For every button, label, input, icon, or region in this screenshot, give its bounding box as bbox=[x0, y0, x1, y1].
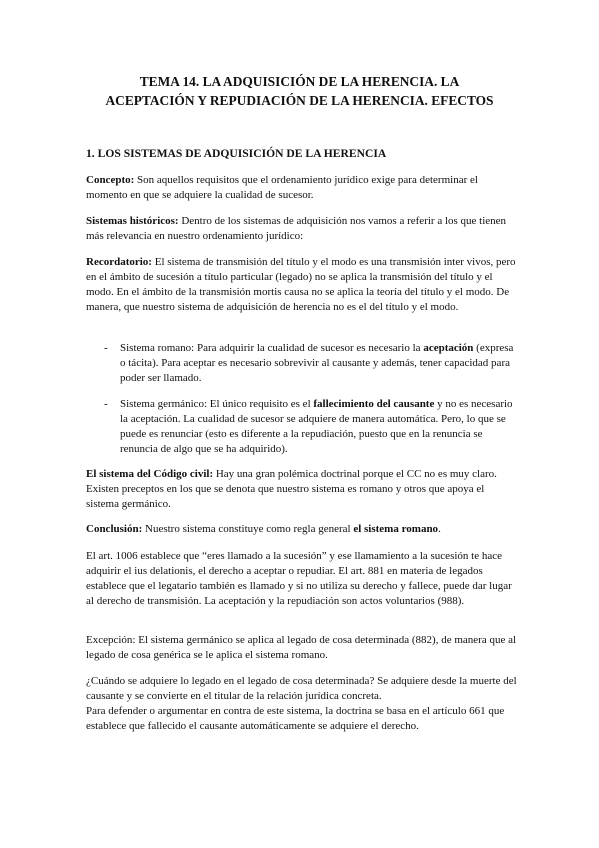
sistemas-historicos-label: Sistemas históricos: bbox=[86, 215, 179, 227]
sistemas-historicos-paragraph bbox=[86, 214, 518, 244]
recordatorio-paragraph bbox=[86, 255, 518, 315]
conclusion-paragraph: Conclusión: Nuestro sistema constituye como regla general el sistema romano. bbox=[86, 523, 441, 535]
art1006-paragraph: El art. 1006 establece que “eres llamado a la sucesión” y ese llamamiento a la sucesión te hace adquirir el ius delationis, el derecho a aceptar o repudiar. El art. 881 en materia de legados establece que el legatario también es llamado y si no utiliza su derecho y fallece, puede dar lugar al derecho de transmisión. La aceptación y la repudiación son actos voluntarios (988). bbox=[86, 550, 512, 607]
title-line-2: ACEPTACIÓN Y REPUDIACIÓN DE LA HERENCIA. EFECTOS bbox=[105, 93, 494, 108]
codigo-civil-text: Hay una gran polémica doctrinal porque el CC no es muy claro. Existen preceptos en los que se denota que nuestro sistema es romano y otros que apoya el sistema germánico. bbox=[86, 468, 497, 510]
conclusion-label: Conclusión: bbox=[86, 523, 143, 535]
list-item bbox=[104, 397, 518, 457]
bullet-dash: - bbox=[104, 342, 108, 354]
defender-text: Para defender o argumentar en contra de este sistema, la doctrina se basa en el artículo 661 que establece que fallecido el causante automáticamente se adquiere el derecho. bbox=[86, 705, 505, 732]
section-heading: 1. LOS SISTEMAS DE ADQUISICIÓN DE LA HERENCIA bbox=[86, 147, 387, 160]
codigo-civil-paragraph bbox=[86, 467, 518, 512]
title-line-1: TEMA 14. LA ADQUISICIÓN DE LA HERENCIA. LA bbox=[139, 74, 460, 89]
codigo-civil-label: El sistema del Código civil: bbox=[86, 468, 214, 480]
recordatorio-text: El sistema de transmisión del título y el modo es una transmisión inter vivos, pero en el ámbito de sucesión a título particular (legado) no se aplica la transmisión del título y el modo. En el ámbito de la transmisión mortis causa no se aplica la teoría del título y el modo. De manera, que nuestro sistema de adquisición de herencia no es el del título y el modo. bbox=[86, 256, 516, 313]
recordatorio-label: Recordatorio: bbox=[86, 256, 152, 268]
bullet-bold: fallecimiento del causante bbox=[313, 398, 435, 410]
excepcion-paragraph: Excepción: El sistema germánico se aplica al legado de cosa determinada (882), de manera que al legado de cosa genérica se le aplica el sistema romano. bbox=[86, 634, 517, 661]
pregunta-paragraph: ¿Cuándo se adquiere lo legado en el legado de cosa determinada? Se adquiere desde la muerte del causante y se convierte en el titular de la relación jurídica concreta. Para defender o argumentar en contra de este sistema, la doctrina se basa en el artículo 661 que establece que fallecido el causante automáticamente se adquiere el derecho. bbox=[86, 675, 517, 732]
document-title bbox=[60, 72, 539, 110]
bullet-text: Sistema romano: Para adquirir la cualidad de sucesor es necesario la aceptación (expresa o tácita). Para aceptar es necesario sobrevivir al causante y además, tener capacidad para poder ser llamado. bbox=[120, 342, 514, 384]
conclusion-bold: el sistema romano bbox=[353, 523, 439, 535]
bullet-dash: - bbox=[104, 398, 108, 410]
list-item bbox=[104, 341, 518, 386]
bullet-bold: aceptación bbox=[423, 342, 474, 354]
concepto-text: Son aquellos requisitos que el ordenamiento jurídico exige para determinar el momento en que se adquiere la cualidad de sucesor. bbox=[86, 174, 478, 201]
sistemas-historicos-text: Dentro de los sistemas de adquisición nos vamos a referir a los que tienen más relevancia en nuestro ordenamiento jurídico: bbox=[86, 215, 507, 242]
concepto-paragraph bbox=[86, 173, 518, 203]
concepto-label: Concepto: bbox=[86, 174, 135, 186]
bullet-text: Sistema germánico: El único requisito es el fallecimiento del causante y no es necesario la aceptación. La cualidad de sucesor se adquiere de manera automática. Pero, lo que se puede es renunciar (esto es diferente a la repudiación, puesto que en la renuncia se renuncia de algo que se ha adquirido). bbox=[120, 398, 513, 455]
